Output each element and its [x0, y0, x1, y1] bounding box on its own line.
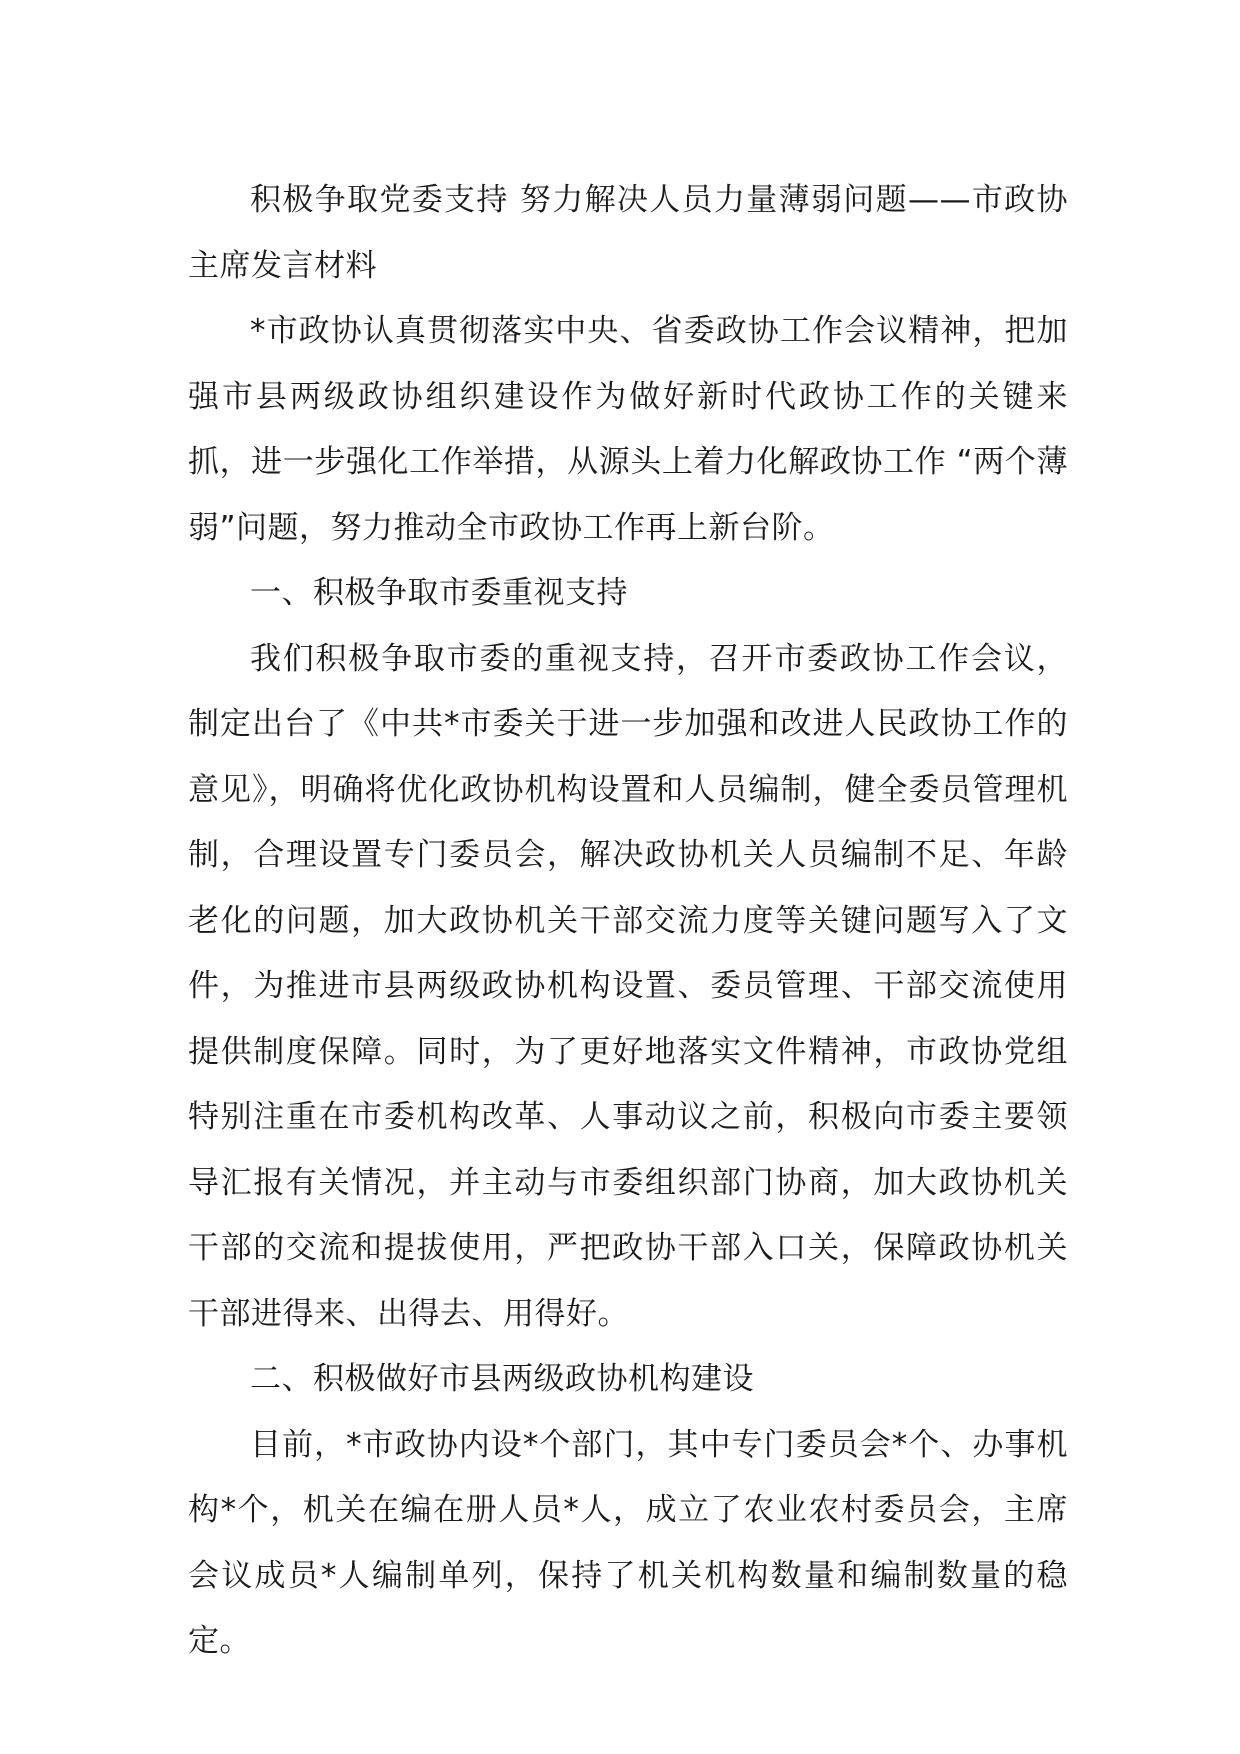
intro-paragraph: *市政协认真贯彻落实中央、省委政协工作会议精神，把加强市县两级政协组织建设作为做好新时代政协工作的关键来抓，进一步强化工作举措，从源头上着力化解政协工作 “两个薄弱”问题，努力推动全市政协工作再上新台阶。 [188, 313, 1068, 546]
section-body-1: 我们积极争取市委的重视支持，召开市委政协工作会议，制定出台了《中共*市委关于进一步加强和改进人民政协工作的意见》，明确将优化政协机构设置和人员编制，健全委员管理机制，合理设置专门委员会，解决政协机关人员编制不足、年龄老化的问题，加大政协机关干部交流力度等关键问题写入了文件，为推进市县两级政协机构设置、委员管理、干部交流使用提供制度保障。同时，为了更好地落实文件精神，市政协党组特别注重在市委机构改革、人事动议之前，积极向市委主要领导汇报有关情况，并主动与市委组织部门协商，加大政协机关干部的交流和提拔使用，严把政协干部入口关，保障政协机关干部进得来、出得去、用得好。 [188, 640, 1068, 1332]
section-heading-2: 二、积极做好市县两级政协机构建设 [250, 1361, 754, 1397]
section-body-2: 目前，*市政协内设*个部门，其中专门委员会*个、办事机构*个，机关在编在册人员*人，成立了农业农村委员会，主席会议成员*人编制单列，保持了机关机构数量和编制数量的稳定。 [188, 1426, 1068, 1659]
document-body [188, 168, 1068, 1675]
document-title: 积极争取党委支持 努力解决人员力量薄弱问题——市政协主席发言材料 [188, 182, 1068, 284]
section-heading-1: 一、积极争取市委重视支持 [250, 575, 628, 611]
